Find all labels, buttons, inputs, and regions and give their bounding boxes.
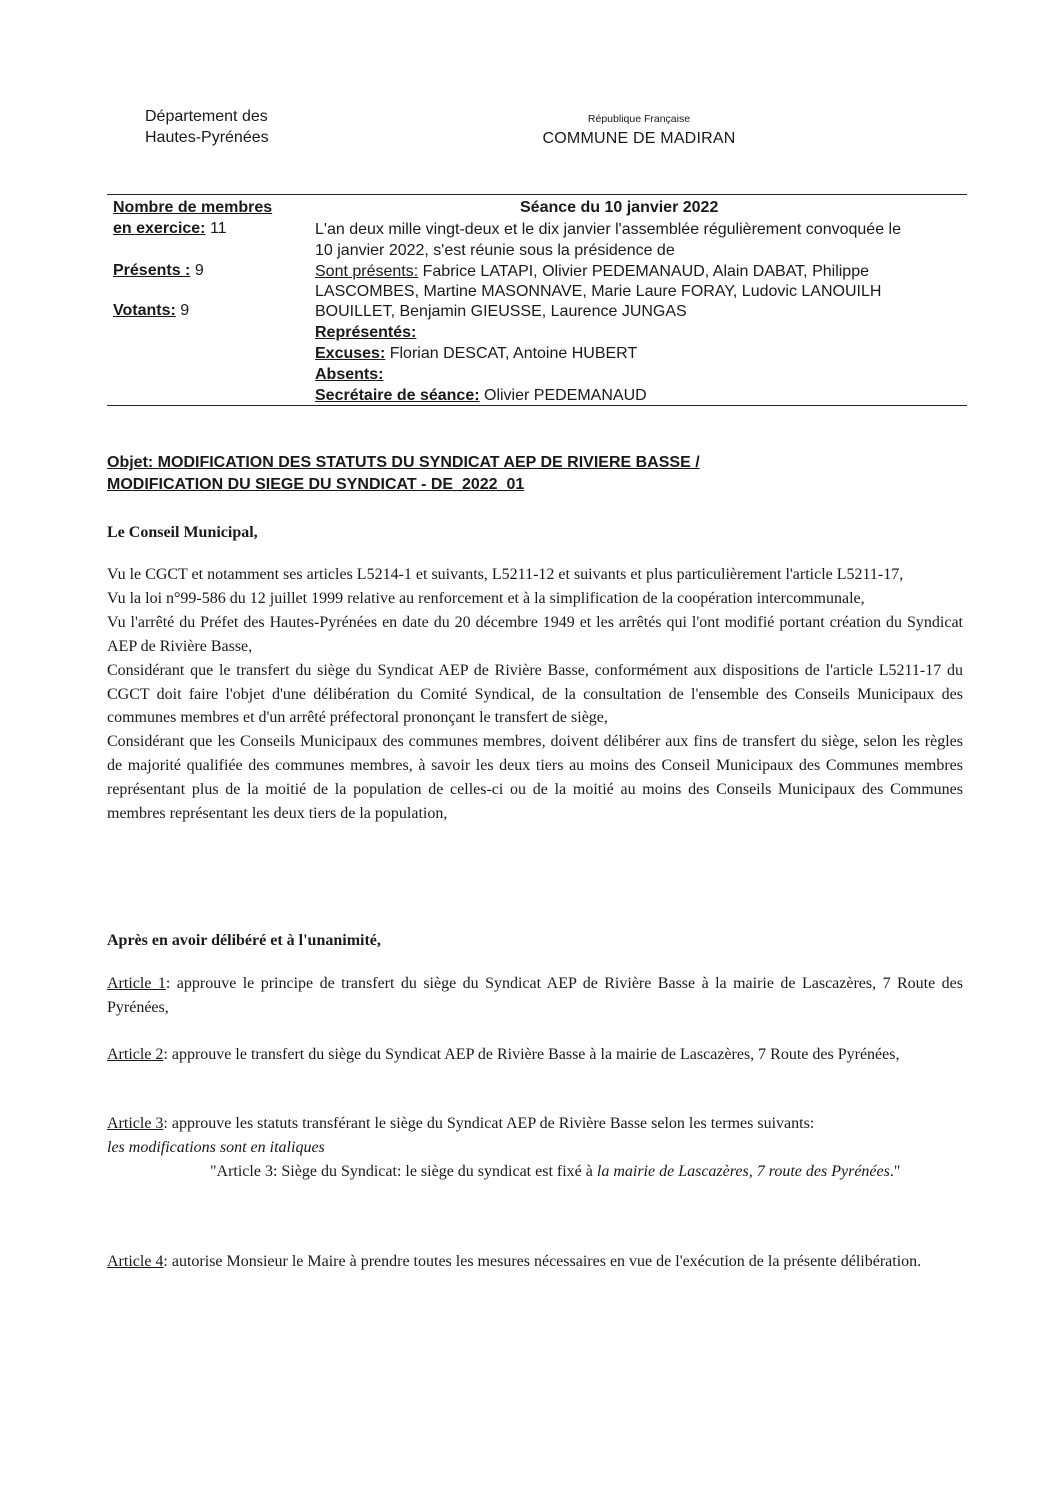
subject-line2: MODIFICATION DU SIEGE DU SYNDICAT - DE_2022_01	[107, 476, 525, 493]
recital-vu-3: Vu l'arrêté du Préfet des Hautes-Pyrénées en date du 20 décembre 1949 et les arrêtés qui l'ont modifié portant création du Syndicat AEP de Rivière Basse,	[107, 613, 963, 655]
members-label-line1: Nombre de membres	[113, 199, 273, 216]
recitals	[107, 563, 963, 826]
members-in-office: en exercice: 11	[113, 220, 227, 237]
recital-considering-1: Considérant que le transfert du siège du Syndicat AEP de Rivière Basse, conformément aux dispositions de l'article L5211-17 du CGCT doit faire l'objet d'une délibération du Comité Syndical, de la consultation de l'ensemble des Conseils Municipaux des communes membres et d'un arrêté préfectoral prononçant le transfert de siège,	[107, 661, 963, 727]
republic-label: République Française	[587, 113, 691, 125]
article-3-text: : approuve les statuts transférant le siège du Syndicat AEP de Rivière Basse selon les termes suivants:	[163, 1115, 815, 1132]
session-title: Séance du 10 janvier 2022	[520, 199, 719, 216]
table-top-rule	[107, 194, 967, 195]
recital-considering-2: Considérant que les Conseils Municipaux des communes membres, doivent délibérer aux fins de transfert du siège, selon les règles de majorité qualifiée des communes membres, à savoir les deux tiers au moins des Conseil Municipaux des Communes membres représentant plus de la moitié de la population de celles-ci ou de la moitié au moins des Conseils Municipaux des Communes membres représentant les deux tiers de la population,	[107, 733, 963, 823]
recital-vu-2: Vu la loi n°99-586 du 12 juillet 1999 relative au renforcement et à la simplification de la coopération intercommunale,	[107, 589, 865, 607]
session-present	[315, 261, 869, 282]
commune-title: COMMUNE DE MADIRAN	[542, 130, 736, 147]
subject-line1: Objet: MODIFICATION DES STATUTS DU SYNDICAT AEP DE RIVIERE BASSE /	[107, 454, 700, 471]
members-present-value: 9	[194, 262, 204, 279]
members-in-office-value: 11	[209, 220, 227, 237]
session-intro-line1: L'an deux mille vingt-deux et le dix janvier l'assemblée régulièrement convoquée le	[315, 221, 901, 238]
present-line1: Fabrice LATAPI, Olivier PEDEMANAUD, Alain DABAT, Philippe	[422, 263, 869, 280]
secretary-name: Olivier PEDEMANAUD	[484, 387, 647, 404]
members-present: Présents : 9	[113, 262, 204, 279]
article-3-note: les modifications sont en italiques	[107, 1139, 325, 1156]
article-3	[107, 1112, 963, 1184]
excused-names: Florian DESCAT, Antoine HUBERT	[389, 345, 638, 362]
article-2-label: Article 2	[107, 1046, 164, 1063]
article-1-text: : approuve le principe de transfert du siège du Syndicat AEP de Rivière Basse à la mairie de Lascazères, 7 Route des Pyrénées,	[107, 975, 964, 1016]
council-heading: Le Conseil Municipal,	[107, 524, 258, 541]
article-4-label: Article 4	[107, 1253, 164, 1270]
article-1	[107, 972, 963, 1020]
article-4	[107, 1250, 963, 1274]
recital-vu-1: Vu le CGCT et notamment ses articles L5214-1 et suivants, L5211-12 et suivants et plus particulièrement l'article L5211-17,	[107, 566, 904, 583]
article-1-label: Article 1	[107, 975, 166, 992]
article-2	[107, 1043, 963, 1067]
department-line1: Département des	[145, 108, 268, 125]
present-line2: LASCOMBES, Martine MASONNAVE, Marie Laure FORAY, Ludovic LANOUILH	[315, 283, 882, 300]
article-2-text: : approuve le transfert du siège du Syndicat AEP de Rivière Basse à la mairie de Lascazères, 7 Route des Pyrénées,	[163, 1046, 900, 1063]
article-3-quote-end: ."	[889, 1163, 901, 1180]
article-3-quote-italic: la mairie de Lascazères, 7 route des Pyrénées	[596, 1163, 890, 1180]
secretary: Secrétaire de séance: Olivier PEDEMANAUD	[315, 387, 647, 404]
department-line2: Hautes-Pyrénées	[145, 129, 269, 146]
article-4-text: : autorise Monsieur le Maire à prendre toutes les mesures nécessaires en vue de l'exécution de la présente délibération.	[163, 1253, 922, 1270]
present-label: Sont présents:	[315, 263, 419, 280]
excused: Excuses: Florian DESCAT, Antoine HUBERT	[315, 345, 638, 362]
members-voters-value: 9	[180, 302, 190, 319]
article-3-label: Article 3	[107, 1115, 164, 1132]
article-3-quote-start: "Article 3: Siège du Syndicat: le siège du syndicat est fixé à	[210, 1163, 597, 1180]
present-line3: BOUILLET, Benjamin GIEUSSE, Laurence JUNGAS	[315, 303, 687, 320]
subject-heading	[107, 452, 700, 496]
represented: Représentés:	[315, 324, 417, 341]
members-voters: Votants: 9	[113, 302, 190, 319]
deliberation-statement: Après en avoir délibéré et à l'unanimité,	[107, 932, 381, 949]
session-intro-line2: 10 janvier 2022, s'est réunie sous la présidence de	[315, 242, 675, 259]
absents: Absents:	[315, 366, 384, 383]
